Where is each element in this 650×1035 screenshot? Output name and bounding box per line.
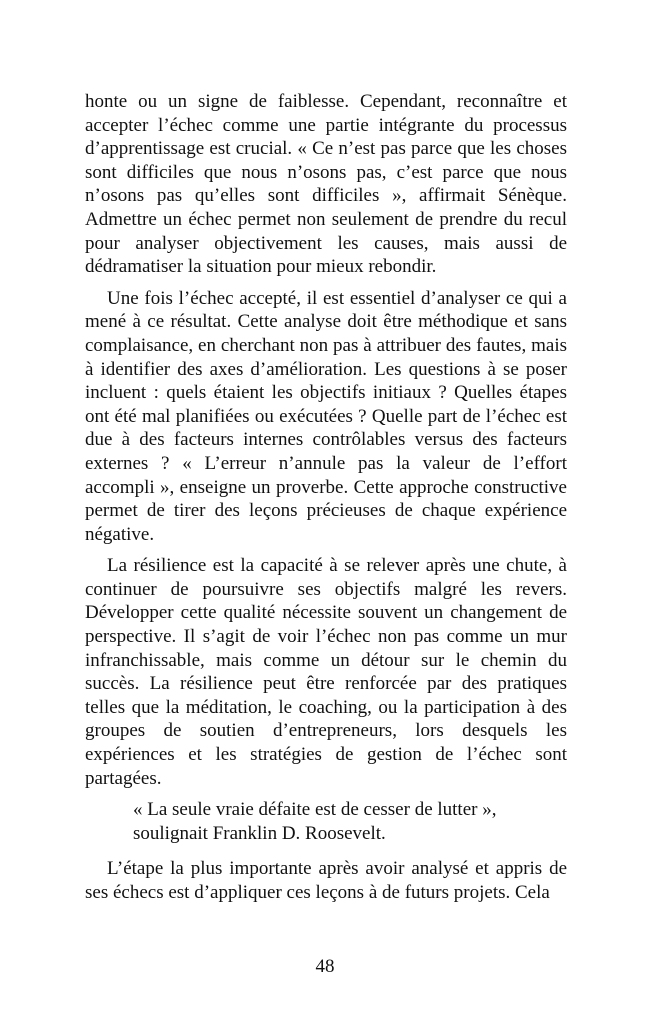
paragraph-3: La résilience est la capacité à se relever après une chute, à continuer de poursuivre ses objectifs malgré les revers. Développer cette qualité nécessite souvent un changement de perspective. Il s’agit de voir l’échec non pas comme un mur infranchissable, mais comme un détour sur le chemin du succès. La résilience peut être renforcée par des pratiques telles que la méditation, le coaching, ou la participation à des groupes de soutien d’entrepreneurs, lors desquels les expériences et les stratégies de gestion de l’échec sont partagées.	[85, 555, 567, 789]
quote-attribution: soulignait Franklin D. Roosevelt.	[133, 822, 386, 844]
paragraph-4: L’étape la plus importante après avoir analysé et appris de ses échecs est d’appliquer ces leçons à de futurs projets. Cela	[85, 858, 567, 903]
block-quote	[133, 798, 567, 845]
quote-line-1: « La seule vraie défaite est de cesser de lutter »,	[133, 799, 497, 821]
page-number: 48	[315, 956, 335, 977]
paragraph-1: honte ou un signe de faiblesse. Cependant, reconnaître et accepter l’échec comme une partie intégrante du processus d’apprentissage est crucial. « Ce n’est pas parce que les choses sont difficiles que nous n’osons pas, c’est parce que nous n’osons pas qu’elles sont difficiles », affirmait Sénèque. Admettre un échec permet non seulement de prendre du recul pour analyser objectivement les causes, mais aussi de dédramatiser la situation pour mieux rebondir.	[85, 91, 567, 278]
paragraph-2: Une fois l’échec accepté, il est essentiel d’analyser ce qui a mené à ce résultat. Cette analyse doit être méthodique et sans complaisance, en cherchant non pas à attribuer des fautes, mais à identifier des axes d’amélioration. Les questions à se poser incluent : quels étaient les objectifs initiaux ? Quelles étapes ont été mal planifiées ou exécutées ? Quelle part de l’échec est due à des facteurs internes contrôlables versus des facteurs externes ? « L’erreur n’annule pas la valeur de l’effort accompli », enseigne un proverbe. Cette approche constructive permet de tirer des leçons précieuses de chaque expérience négative.	[85, 287, 567, 545]
body-text	[85, 90, 567, 913]
